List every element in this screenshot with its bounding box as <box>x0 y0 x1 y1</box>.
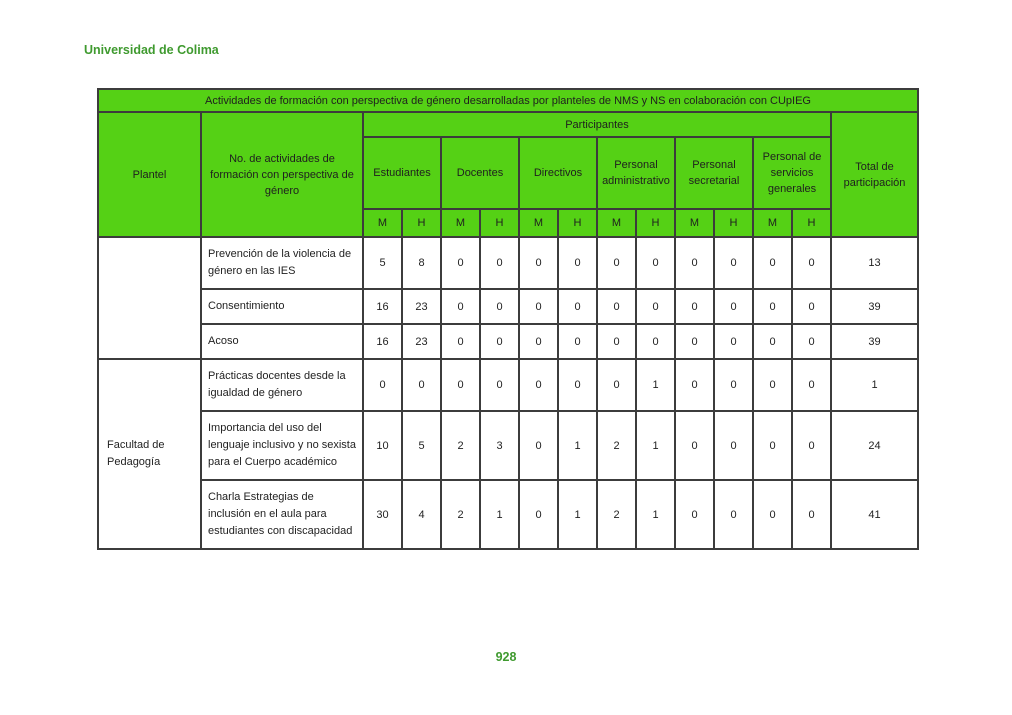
total-cell: 39 <box>831 324 918 359</box>
value-cell: 0 <box>441 237 480 289</box>
value-cell: 0 <box>597 289 636 324</box>
value-cell: 0 <box>558 324 597 359</box>
total-cell: 1 <box>831 359 918 411</box>
value-cell: 2 <box>441 480 480 549</box>
value-cell: 0 <box>714 480 753 549</box>
total-cell: 41 <box>831 480 918 549</box>
value-cell: 0 <box>792 324 831 359</box>
value-cell: 0 <box>636 237 675 289</box>
value-cell: 4 <box>402 480 441 549</box>
table-row <box>98 237 918 289</box>
value-cell: 0 <box>480 289 519 324</box>
gender-header: M <box>597 209 636 237</box>
value-cell: 0 <box>519 289 558 324</box>
col-header-total: Total de participación <box>831 112 918 237</box>
value-cell: 0 <box>675 324 714 359</box>
value-cell: 0 <box>714 289 753 324</box>
value-cell: 0 <box>519 480 558 549</box>
plantel-cell <box>98 237 201 359</box>
table-row <box>98 289 918 324</box>
value-cell: 10 <box>363 411 402 480</box>
value-cell: 0 <box>675 411 714 480</box>
col-header-participants: Participantes <box>363 112 831 137</box>
group-header-1: Estudiantes <box>363 137 441 209</box>
table-row <box>98 480 918 549</box>
value-cell: 3 <box>480 411 519 480</box>
value-cell: 0 <box>558 237 597 289</box>
value-cell: 0 <box>714 237 753 289</box>
gender-header: M <box>753 209 792 237</box>
gender-header: M <box>363 209 402 237</box>
activity-cell: Acoso <box>201 324 363 359</box>
value-cell: 0 <box>519 237 558 289</box>
value-cell: 30 <box>363 480 402 549</box>
value-cell: 0 <box>519 324 558 359</box>
group-header-6: Personal de servicios generales <box>753 137 831 209</box>
gender-header: H <box>714 209 753 237</box>
total-cell: 39 <box>831 289 918 324</box>
table-row <box>98 411 918 480</box>
activity-cell: Consentimiento <box>201 289 363 324</box>
activity-cell: Prevención de la violencia de género en las IES <box>201 237 363 289</box>
header-row-top <box>98 112 918 137</box>
value-cell: 0 <box>519 359 558 411</box>
value-cell: 0 <box>792 359 831 411</box>
gender-header: H <box>558 209 597 237</box>
plantel-cell: Facultad de Pedagogía <box>98 359 201 549</box>
document-header: Universidad de Colima <box>84 43 219 57</box>
value-cell: 0 <box>792 289 831 324</box>
value-cell: 0 <box>597 324 636 359</box>
value-cell: 0 <box>753 480 792 549</box>
value-cell: 0 <box>753 411 792 480</box>
value-cell: 0 <box>558 359 597 411</box>
activity-cell: Prácticas docentes desde la igualdad de género <box>201 359 363 411</box>
value-cell: 0 <box>636 289 675 324</box>
gender-header: H <box>792 209 831 237</box>
gender-header: H <box>636 209 675 237</box>
value-cell: 1 <box>558 480 597 549</box>
gender-header: M <box>519 209 558 237</box>
gender-header: H <box>480 209 519 237</box>
value-cell: 16 <box>363 324 402 359</box>
value-cell: 0 <box>636 324 675 359</box>
value-cell: 2 <box>597 411 636 480</box>
value-cell: 2 <box>441 411 480 480</box>
value-cell: 0 <box>675 359 714 411</box>
value-cell: 5 <box>363 237 402 289</box>
gender-header: M <box>441 209 480 237</box>
value-cell: 1 <box>636 359 675 411</box>
value-cell: 0 <box>519 411 558 480</box>
value-cell: 16 <box>363 289 402 324</box>
value-cell: 0 <box>792 237 831 289</box>
value-cell: 0 <box>675 480 714 549</box>
value-cell: 0 <box>714 411 753 480</box>
table-title-row <box>98 89 918 112</box>
group-header-5: Personal secretarial <box>675 137 753 209</box>
total-cell: 13 <box>831 237 918 289</box>
total-cell: 24 <box>831 411 918 480</box>
group-header-3: Directivos <box>519 137 597 209</box>
value-cell: 1 <box>636 480 675 549</box>
value-cell: 5 <box>402 411 441 480</box>
value-cell: 2 <box>597 480 636 549</box>
value-cell: 0 <box>753 359 792 411</box>
value-cell: 0 <box>363 359 402 411</box>
gender-header: M <box>675 209 714 237</box>
activity-cell: Charla Estrategias de inclusión en el aula para estudiantes con discapacidad <box>201 480 363 549</box>
value-cell: 0 <box>714 324 753 359</box>
value-cell: 0 <box>753 289 792 324</box>
value-cell: 23 <box>402 289 441 324</box>
value-cell: 0 <box>558 289 597 324</box>
value-cell: 0 <box>480 359 519 411</box>
value-cell: 0 <box>675 237 714 289</box>
value-cell: 0 <box>792 480 831 549</box>
gender-header: H <box>402 209 441 237</box>
value-cell: 0 <box>597 359 636 411</box>
value-cell: 0 <box>441 289 480 324</box>
value-cell: 1 <box>636 411 675 480</box>
value-cell: 0 <box>714 359 753 411</box>
table-row <box>98 324 918 359</box>
value-cell: 0 <box>753 324 792 359</box>
activities-table <box>97 88 919 550</box>
table-title: Actividades de formación con perspectiva de género desarrolladas por planteles de NMS y NS en colaboración con CUpIEG <box>98 89 918 112</box>
group-header-2: Docentes <box>441 137 519 209</box>
value-cell: 0 <box>675 289 714 324</box>
table-row <box>98 359 918 411</box>
value-cell: 0 <box>480 237 519 289</box>
activity-cell: Importancia del uso del lenguaje inclusivo y no sexista para el Cuerpo académico <box>201 411 363 480</box>
value-cell: 1 <box>558 411 597 480</box>
value-cell: 23 <box>402 324 441 359</box>
value-cell: 0 <box>480 324 519 359</box>
value-cell: 0 <box>792 411 831 480</box>
col-header-activities: No. de actividades de formación con perspectiva de género <box>201 112 363 237</box>
value-cell: 8 <box>402 237 441 289</box>
value-cell: 0 <box>441 359 480 411</box>
value-cell: 0 <box>402 359 441 411</box>
value-cell: 0 <box>441 324 480 359</box>
group-header-4: Personal administrativo <box>597 137 675 209</box>
value-cell: 0 <box>597 237 636 289</box>
col-header-plantel: Plantel <box>98 112 201 237</box>
page-number: 928 <box>495 650 517 664</box>
value-cell: 0 <box>753 237 792 289</box>
value-cell: 1 <box>480 480 519 549</box>
